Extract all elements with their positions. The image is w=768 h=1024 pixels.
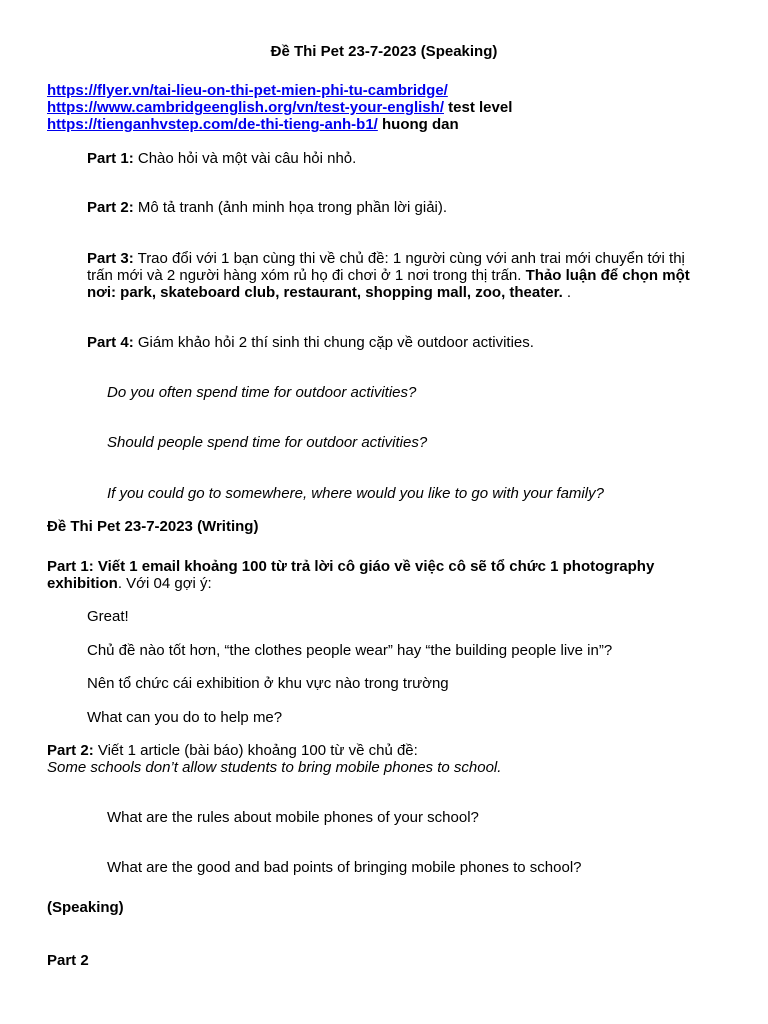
link-row-vstep [47,116,459,133]
part-text: . [562,284,572,301]
part-text: Giám khảo hỏi 2 thí sinh thi chung cặp về outdoor activities. [133,334,534,351]
writing-hint: What can you do to help me? [87,709,283,726]
link-suffix: huong dan [377,116,459,133]
speaking-part1 [87,150,356,167]
speaking-title: Đề Thi Pet 23-7-2023 (Speaking) [270,43,498,60]
part-label: Part 4: [87,334,134,351]
writing-part1-line2 [47,575,212,592]
link-suffix: test level [443,99,513,116]
part-text: . Với 04 gợi ý: [117,575,212,592]
link-row-flyer [47,82,448,99]
writing-hint: Nên tổ chức cái exhibition ở khu vực nào trong trường [87,675,449,692]
cambridge-link[interactable]: https://www.cambridgeenglish.org/vn/test-your-english/ [47,99,444,116]
part-text: trấn mới và 2 người hàng xóm rủ họ đi chơi ở 1 nơi trong thị trấn. [87,267,526,284]
speaking-heading: (Speaking) [47,899,124,916]
speaking-part3-line2 [87,267,690,284]
writing-question: What are the rules about mobile phones of your school? [107,809,479,826]
vstep-link[interactable]: https://tienganhvstep.com/de-thi-tieng-anh-b1/ [47,116,378,133]
writing-hint: Chủ đề nào tốt hơn, “the clothes people wear” hay “the building people live in”? [87,642,613,659]
part-text: Mô tả tranh (ảnh minh họa trong phần lời giải). [133,199,448,216]
writing-part2 [47,742,418,759]
writing-part2-topic: Some schools don’t allow students to bring mobile phones to school. [47,759,502,776]
part-label: Part 1: [87,150,134,167]
speaking-part2 [87,199,447,216]
speaking-part3-line1 [87,250,685,267]
writing-hint: Great! [87,608,129,625]
speaking-part4 [87,334,534,351]
writing-question: What are the good and bad points of bringing mobile phones to school? [107,859,582,876]
speaking-question: Do you often spend time for outdoor activities? [107,384,417,401]
speaking-question: If you could go to somewhere, where would you like to go with your family? [107,485,604,502]
writing-part1-line1: Part 1: Viết 1 email khoảng 100 từ trả lời cô giáo về việc cô sẽ tổ chức 1 photography [47,558,655,575]
flyer-link[interactable]: https://flyer.vn/tai-lieu-on-thi-pet-mien-phi-tu-cambridge/ [47,82,448,99]
part-text-bold: Thảo luận để chọn một [525,267,690,284]
part-label: Part 2: [47,742,94,759]
part-text-bold: nơi: park, skateboard club, restaurant, shopping mall, zoo, theater. [87,284,563,301]
part-label: Part 3: [87,250,134,267]
speaking-part3-line3 [87,284,571,301]
link-row-cambridge [47,99,512,116]
speaking-question: Should people spend time for outdoor activities? [107,434,428,451]
part-text: Chào hỏi và một vài câu hỏi nhỏ. [133,150,357,167]
part-label: Part 2: [87,199,134,216]
part-text-bold: exhibition [47,575,118,592]
writing-title: Đề Thi Pet 23-7-2023 (Writing) [47,518,259,535]
part-text: Trao đổi với 1 bạn cùng thi về chủ đề: 1 người cùng với anh trai mới chuyển tới thị [133,250,685,267]
part2-heading: Part 2 [47,952,89,969]
part-text: Viết 1 article (bài báo) khoảng 100 từ về chủ đề: [93,742,418,759]
